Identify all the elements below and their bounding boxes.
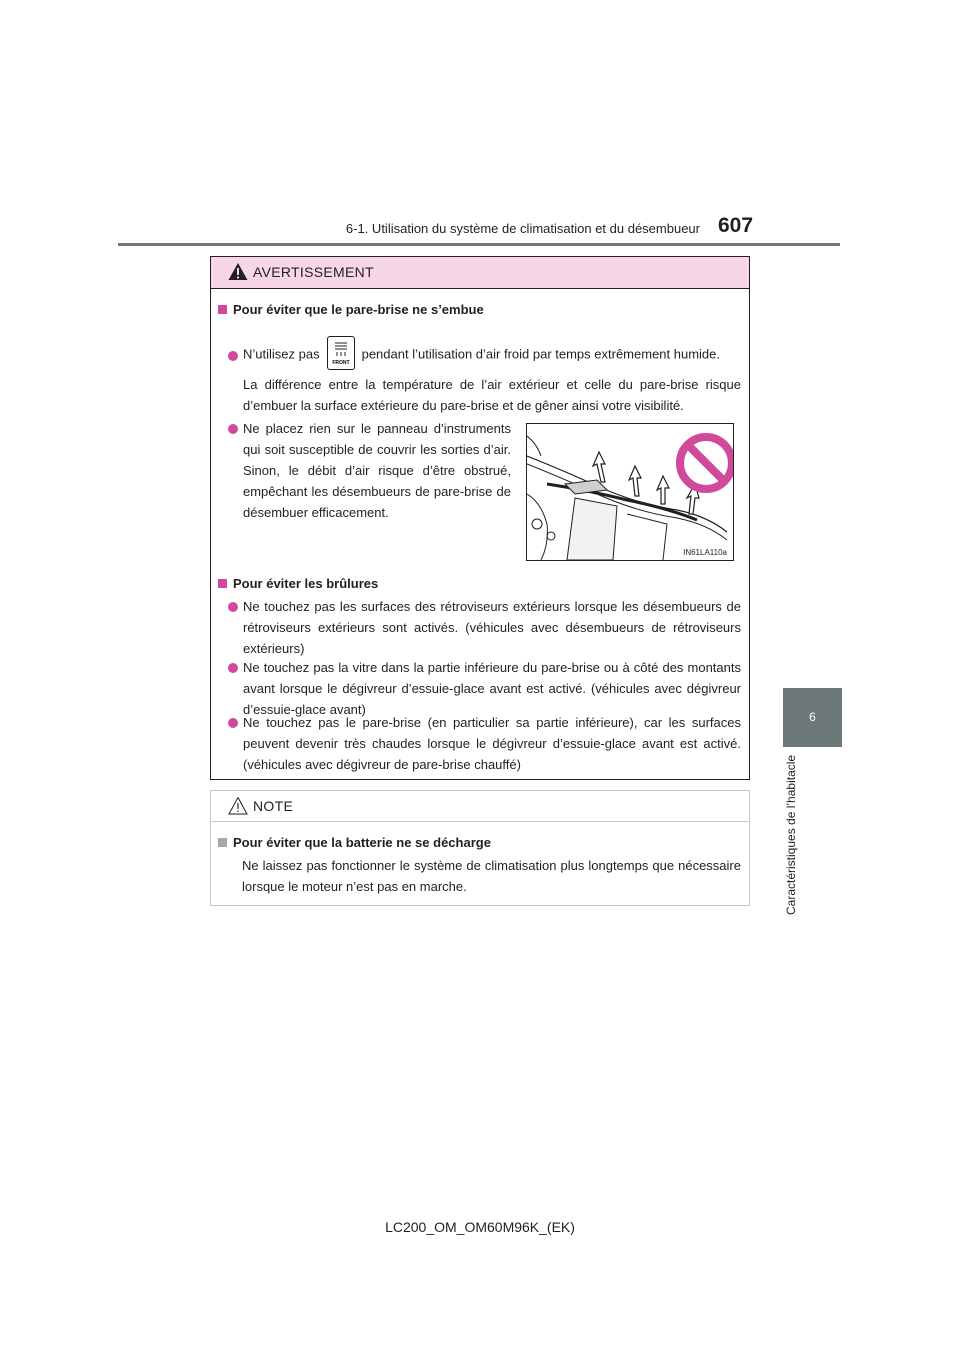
- bullet-heated-windshield-text: Ne touchez pas le pare-brise (en particulier sa partie inférieure), car les surfaces peuvent devenir très chaudes lorsque le dégivreur d’essuie-glace avant est activé. (véhicules avec dégivreur de pare-brise chauffé): [243, 715, 741, 772]
- chapter-tab: 6: [783, 688, 842, 747]
- front-button-label: FRONT: [331, 360, 350, 366]
- bullet-front-after: pendant l’utilisation d’air froid par temps extrêmement humide.: [361, 346, 720, 362]
- note-title: NOTE: [253, 798, 294, 814]
- warning-header: [211, 257, 749, 289]
- bullet-dashboard-text: Ne placez rien sur le panneau d’instruments qui soit susceptible de couvrir les sorties d’air. Sinon, le débit d’air risque d’être obstrué, empêchant les désembueurs de pare-brise de désembuer efficacement.: [243, 421, 511, 520]
- subhead-fog-text: Pour éviter que le pare-brise ne s’embue: [233, 302, 484, 317]
- bullet-dashboard: [228, 418, 511, 523]
- caution-triangle-icon: [228, 796, 248, 815]
- page-number: 607: [718, 214, 754, 237]
- note-paragraph: Ne laissez pas fonctionner le système de climatisation plus longtemps que nécessaire lorsque le moteur n’est pas en marche.: [242, 858, 741, 894]
- bullet-front-defroster: [228, 338, 741, 372]
- dashboard-illustration: [526, 423, 734, 561]
- warning-box: [210, 256, 750, 780]
- round-bullet-icon: [228, 424, 238, 434]
- round-bullet-icon: [228, 718, 238, 728]
- square-bullet-icon: [218, 579, 227, 588]
- round-bullet-icon: [228, 602, 238, 612]
- bullet-wiper-deicer-text: Ne touchez pas la vitre dans la partie inférieure du pare-brise ou à côté des montants avant lorsque le dégivreur d’essuie-glace avant est activé. (véhicules avec dégivreur d’essuie-glace avant): [243, 660, 741, 717]
- subhead-fog: [218, 302, 484, 317]
- bullet-front-before: N’utilisez pas: [243, 346, 320, 362]
- subhead-burns: [218, 576, 378, 591]
- note-subhead-text: Pour éviter que la batterie ne se décharge: [233, 835, 491, 850]
- note-subhead: [218, 835, 491, 850]
- subhead-burns-text: Pour éviter les brûlures: [233, 576, 379, 591]
- round-bullet-icon: [228, 351, 238, 361]
- note-header: [211, 791, 749, 822]
- fog-explanation: La différence entre la température de l’air extérieur et celle du pare-brise risque d’embuer la surface extérieure du pare-brise et de gêner ainsi votre visibilité.: [243, 377, 741, 413]
- header-rule: [118, 243, 840, 246]
- note-box: [210, 790, 750, 906]
- chapter-label: Caractéristiques de l’habitacle: [784, 755, 798, 916]
- footer-code: LC200_OM_OM60M96K_(EK): [385, 1219, 575, 1235]
- square-bullet-icon: [218, 305, 227, 314]
- warning-title: AVERTISSEMENT: [253, 264, 374, 280]
- round-bullet-icon: [228, 663, 238, 673]
- bullet-heated-windshield: [228, 712, 741, 775]
- front-defroster-button-icon: [327, 336, 355, 370]
- bullet-mirrors-text: Ne touchez pas les surfaces des rétroviseurs extérieurs lorsque les désembueurs de rétroviseurs extérieurs sont activés. (véhicules avec désembueurs de rétroviseurs extérieurs): [243, 599, 741, 656]
- prohibition-icon: [680, 437, 732, 489]
- section-title: 6-1. Utilisation du système de climatisation et du désembueur: [345, 221, 700, 236]
- warning-triangle-icon: [228, 262, 248, 281]
- bullet-mirrors: [228, 596, 741, 659]
- dashboard-vents-illustration: [527, 424, 733, 560]
- square-bullet-icon: [218, 838, 227, 847]
- bullet-wiper-deicer: [228, 657, 741, 720]
- figure-code: IN61LA110a: [683, 548, 727, 557]
- bullet-front-defroster-text: [243, 338, 741, 372]
